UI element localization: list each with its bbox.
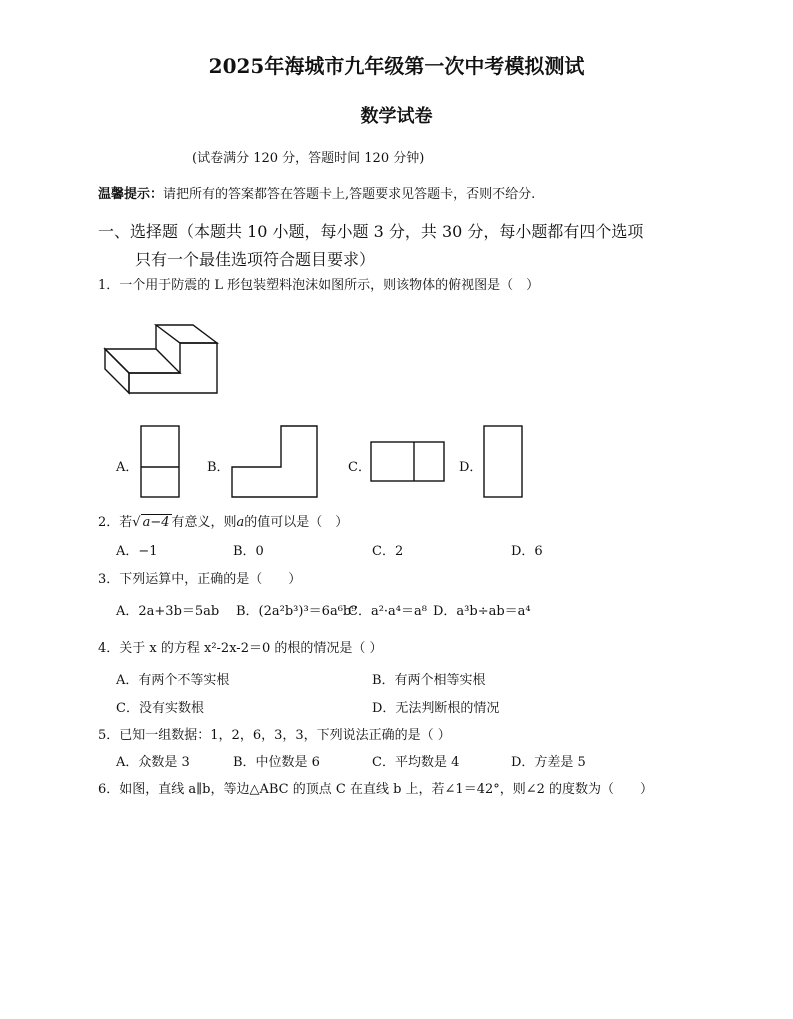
warm-tip-label: 温馨提示： [98, 187, 164, 202]
warm-tip [98, 183, 535, 202]
q5-option-a: A．众数是 3 [116, 755, 190, 770]
q1-option-c-figure [370, 441, 446, 483]
q5-option-c: C．平均数是 4 [372, 755, 460, 770]
q2-stem-mid: 有意义，则 [171, 515, 237, 530]
q2-sqrt-sign: √ [132, 515, 141, 530]
q1-option-a-label: A． [116, 460, 139, 475]
q2-option-d: D．6 [511, 544, 543, 559]
question-4-stem: 4．关于 x 的方程 x²-2x-2＝0 的根的情况是（ ） [98, 641, 383, 656]
q5-option-d: D．方差是 5 [511, 755, 586, 770]
section-heading-line2: 只有一个最佳选项符合题目要求） [135, 250, 376, 269]
l-shape-foam-figure [100, 320, 225, 420]
q1-option-b-label: B． [207, 460, 230, 475]
q2-sqrt-radicand: a−4 [142, 515, 170, 530]
q4-option-d: D．无法判断根的情况 [372, 701, 500, 716]
q5-option-b: B．中位数是 6 [233, 755, 320, 770]
q1-option-b-figure [231, 425, 319, 499]
exam-title: 2025年海城市九年级第一次中考模拟测试 [208, 54, 585, 78]
q3-option-b: B．(2a²b³)³＝6a⁶b⁹ [236, 604, 357, 619]
q3-option-c: C．a²·a⁴＝a⁸ [348, 604, 427, 619]
question-5-stem: 5．已知一组数据：1，2，6，3，3，下列说法正确的是（ ） [98, 728, 451, 743]
q2-variable: a [236, 515, 245, 530]
q4-option-c: C．没有实数根 [116, 701, 204, 716]
q2-stem-post: 的值可以是（ ） [244, 515, 349, 530]
q1-option-d-figure [483, 425, 525, 499]
q4-option-b: B．有两个相等实根 [372, 673, 486, 688]
q2-option-a: A．−1 [116, 544, 158, 559]
q2-option-c: C．2 [372, 544, 404, 559]
q2-stem-pre: 2．若 [98, 515, 133, 530]
q3-option-a: A．2a+3b＝5ab [116, 604, 220, 619]
question-1-stem: 1．一个用于防震的 L 形包装塑料泡沫如图所示，则该物体的俯视图是（ ） [98, 278, 540, 293]
q1-option-d-label: D． [459, 460, 483, 475]
question-6-stem: 6．如图，直线 a∥b，等边△ABC 的顶点 C 在直线 b 上，若∠1＝42°，则∠2 的度数为（ ） [98, 782, 654, 797]
q1-option-a-figure [140, 425, 182, 499]
q2-option-b: B．0 [233, 544, 264, 559]
q4-option-a: A．有两个不等实根 [116, 673, 230, 688]
question-2-stem [98, 511, 348, 530]
question-3-stem: 3．下列运算中，正确的是（ ） [98, 572, 302, 587]
exam-subtitle: 数学试卷 [360, 106, 433, 127]
section-heading-line1: 一、选择题（本题共 10 小题，每小题 3 分，共 30 分，每小题都有四个选项 [98, 222, 644, 241]
exam-info: (试卷满分 120 分，答题时间 120 分钟) [192, 151, 425, 166]
warm-tip-text: 请把所有的答案都答在答题卡上,答题要求见答题卡，否则不给分. [163, 187, 536, 202]
q3-option-d: D．a³b÷ab＝a⁴ [433, 604, 531, 619]
q1-option-c-label: C． [348, 460, 371, 475]
